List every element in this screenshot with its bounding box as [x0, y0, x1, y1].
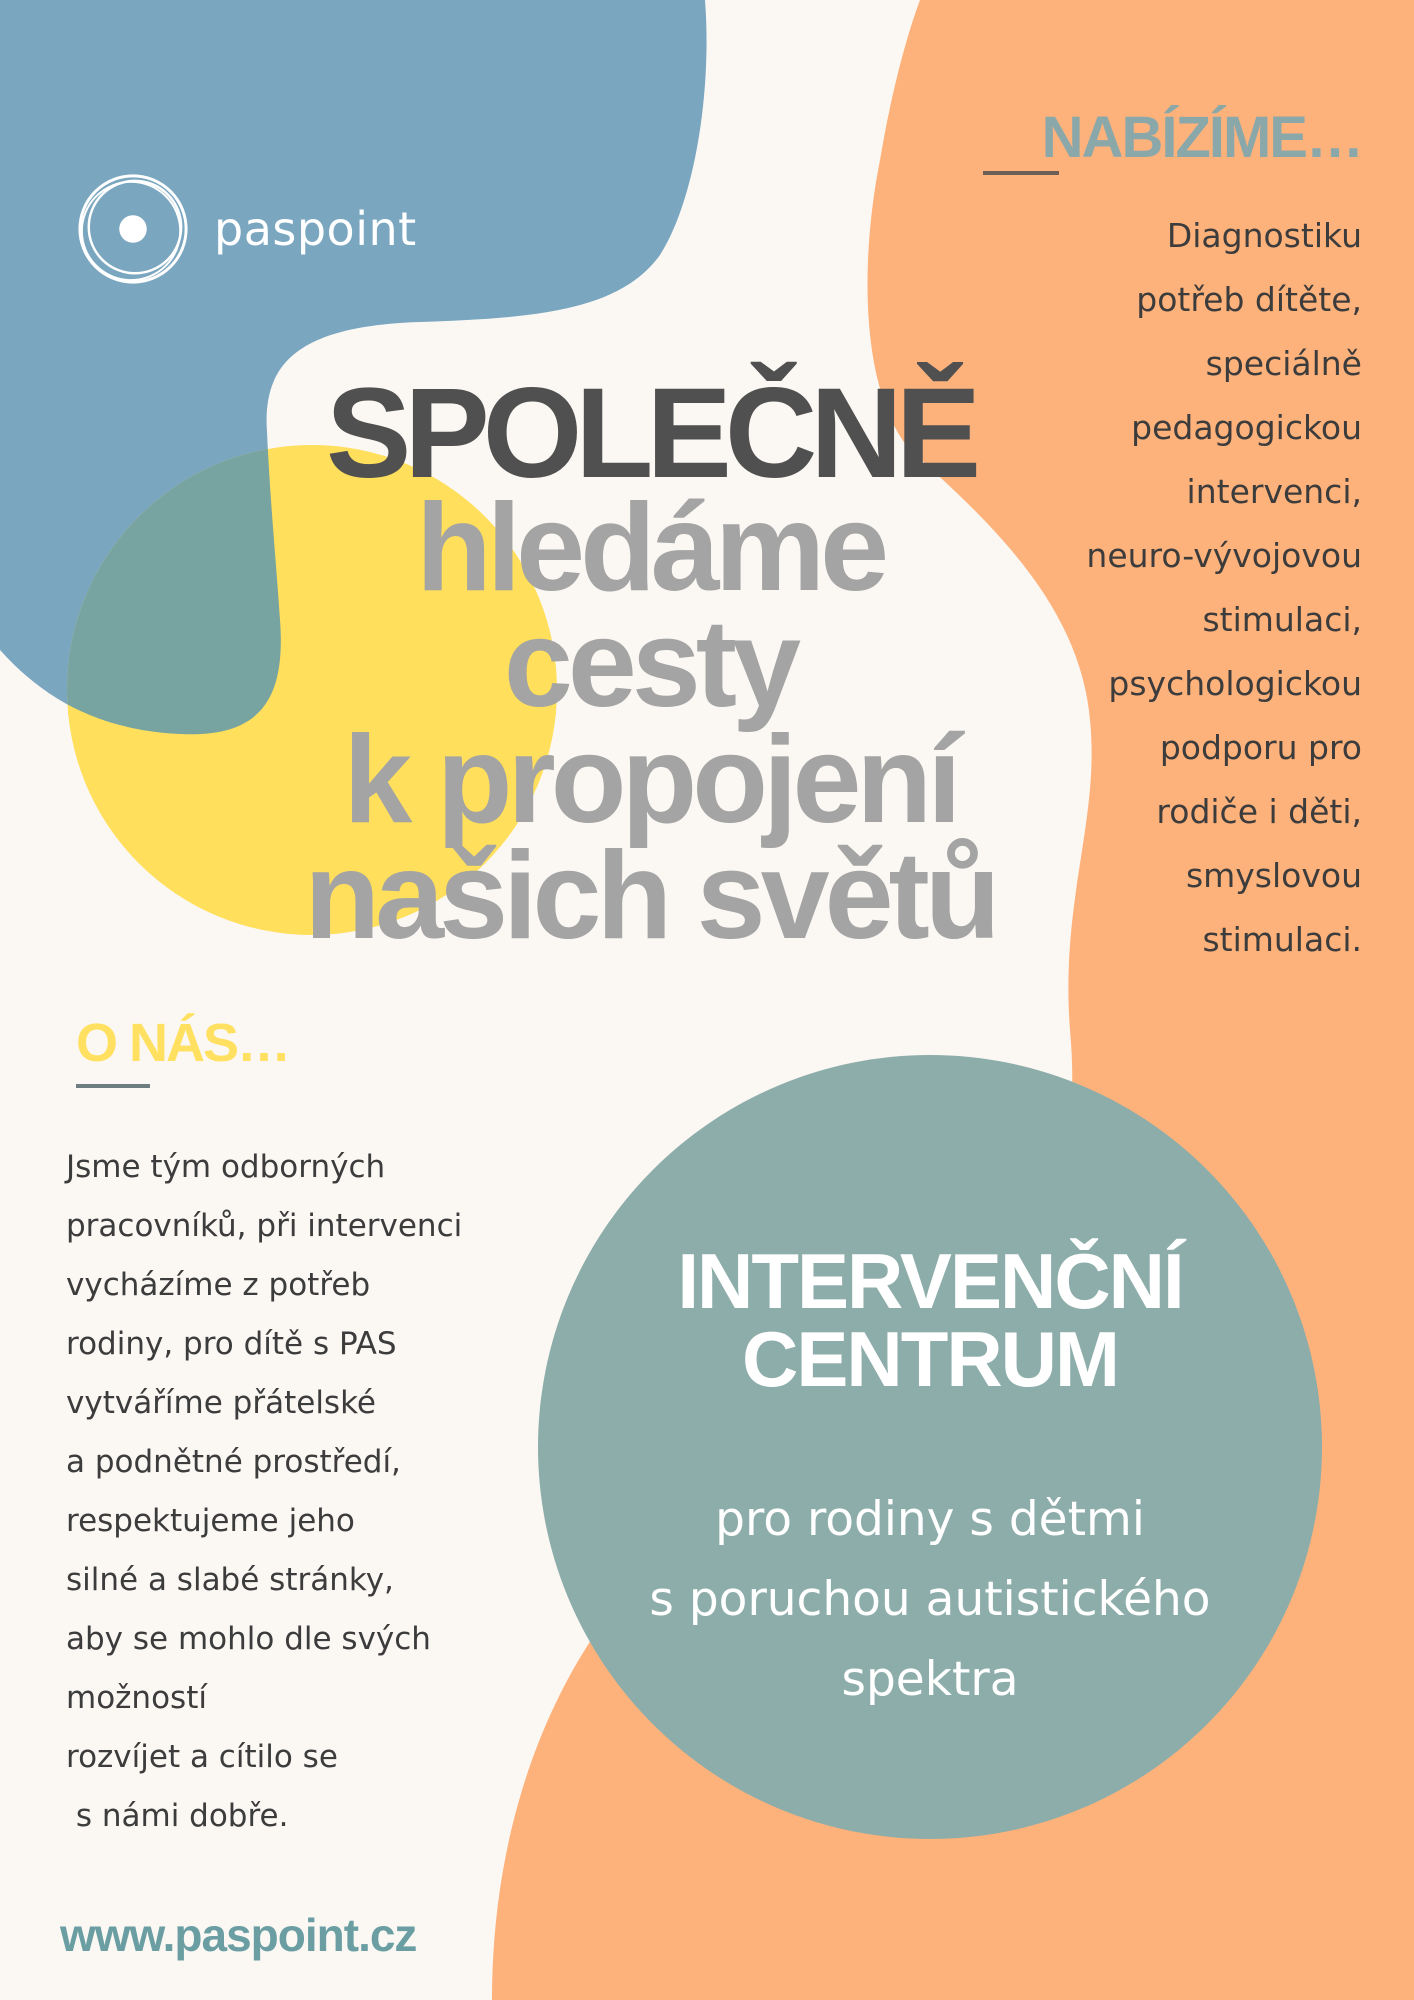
offer-item: intervenci,: [1186, 472, 1362, 511]
about-line: aby se mohlo dle svých: [66, 1621, 431, 1657]
logo[interactable]: [74, 170, 417, 288]
about-line: vytváříme přátelské: [66, 1385, 376, 1421]
about-line: rodiny, pro dítě s PAS: [66, 1326, 397, 1362]
headline-line-2: hledáme: [415, 479, 885, 617]
about-line: respektujeme jeho: [66, 1503, 355, 1539]
teal-circle: [538, 1055, 1322, 1839]
headline-line-3: cesty: [503, 595, 797, 733]
about-line: pracovníků, při intervenci: [66, 1208, 463, 1244]
circle-logo-icon: [74, 170, 192, 288]
about-line: Jsme tým odborných: [66, 1149, 386, 1185]
headline-line-1: SPOLEČNĚ: [325, 362, 975, 505]
about-line: rozvíjet a cítilo se: [66, 1739, 338, 1775]
offer-item: Diagnostiku: [1166, 216, 1362, 255]
offer-list: [942, 204, 1362, 972]
offer-item: stimulaci.: [1202, 920, 1362, 959]
headline-line-4: k propojení: [343, 711, 957, 849]
center-subtitle: [560, 1480, 1300, 1720]
headline-line-5: našich světů: [304, 827, 996, 965]
about-title: O NÁS…: [76, 1013, 290, 1073]
about-text: [66, 1138, 526, 1846]
offer-item: neuro-vývojovou: [1086, 536, 1362, 575]
about-line: a podnětné prostředí,: [66, 1444, 401, 1480]
center-subtitle-line-3: spektra: [841, 1652, 1019, 1707]
center-title: [560, 1237, 1300, 1403]
offer-item: stimulaci,: [1202, 600, 1362, 639]
website-link[interactable]: www.paspoint.cz: [60, 1909, 417, 1961]
offer-title: NABÍZÍME…: [1041, 105, 1362, 170]
about-line: vycházíme z potřeb: [66, 1267, 371, 1303]
logo-text: paspoint: [214, 202, 417, 256]
offer-item: smyslovou: [1185, 856, 1362, 895]
offer-divider: [983, 171, 1059, 175]
about-divider: [76, 1084, 150, 1088]
offer-item: speciálně: [1205, 344, 1362, 383]
offer-item: potřeb dítěte,: [1136, 280, 1362, 319]
offer-item: podporu pro: [1159, 728, 1362, 767]
center-title-line-2: CENTRUM: [742, 1315, 1118, 1403]
center-title-line-1: INTERVENČNÍ: [677, 1237, 1183, 1325]
about-line: silné a slabé stránky,: [66, 1562, 394, 1598]
about-line: s námi dobře.: [66, 1798, 289, 1834]
about-line: možností: [66, 1680, 207, 1716]
center-subtitle-line-1: pro rodiny s dětmi: [715, 1492, 1145, 1547]
offer-item: pedagogickou: [1131, 408, 1362, 447]
offer-item: psychologickou: [1108, 664, 1362, 703]
center-subtitle-line-2: s poruchou autistického: [649, 1572, 1211, 1627]
offer-item: rodiče i děti,: [1156, 792, 1362, 831]
